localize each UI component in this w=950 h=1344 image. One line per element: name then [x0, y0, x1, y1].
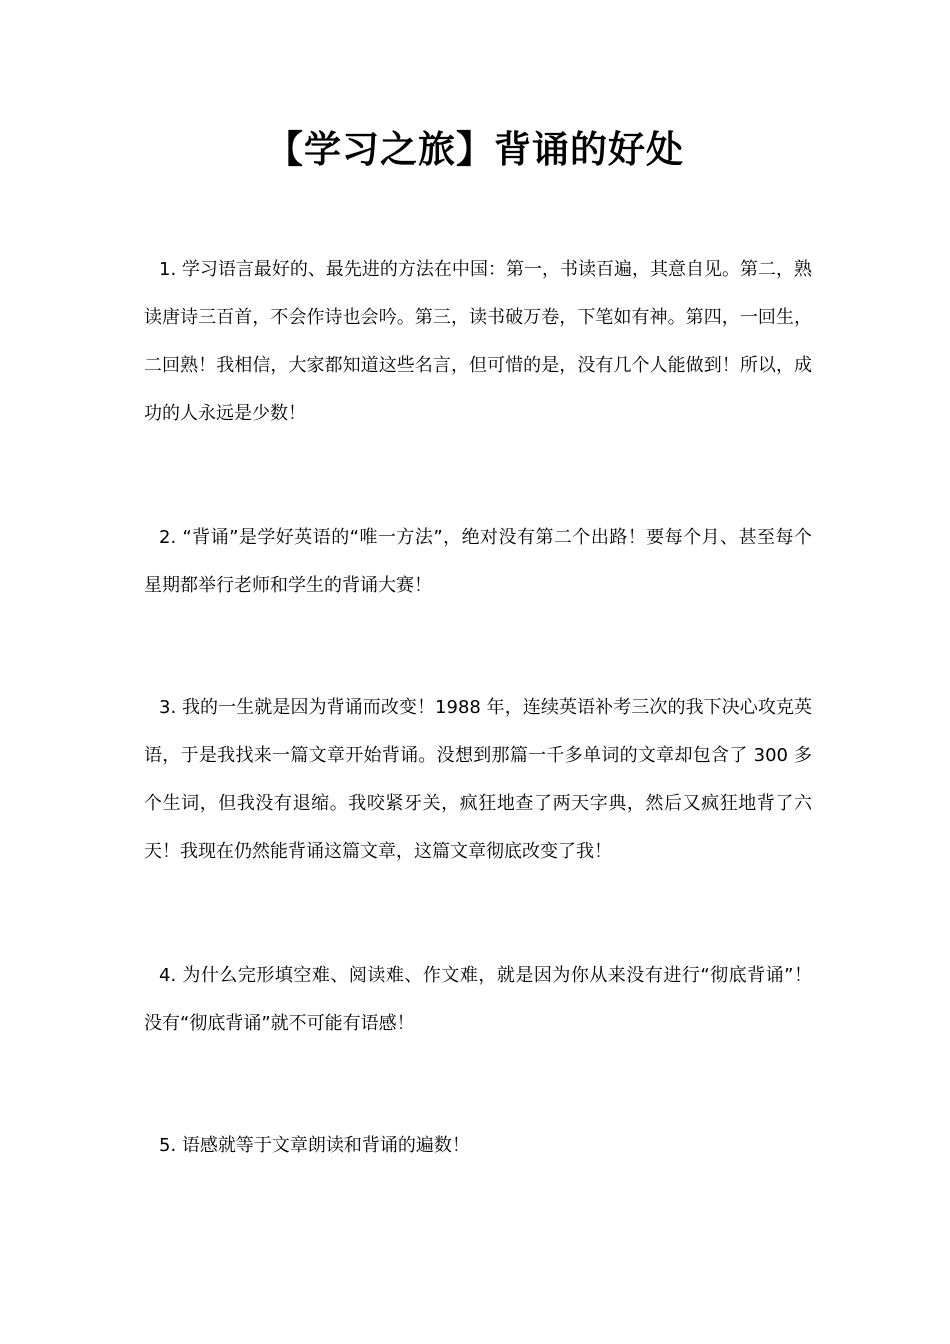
paragraph-2: 2. “背诵”是学好英语的“唯一方法”，绝对没有第二个出路！要每个月、甚至每个星期都举行老师和学生的背诵大赛！ — [144, 527, 812, 596]
document-title: 【学习之旅】背诵的好处 — [266, 128, 684, 171]
paragraph-3: 3. 我的一生就是因为背诵而改变！1988 年，连续英语补考三次的我下决心攻克英语，于是我找来一篇文章开始背诵。没想到那篇一千多单词的文章却包含了 300 多个生词，但我没有退缩。我咬紧牙关，疯狂地查了两天字典，然后又疯狂地背了六天！我现在仍然能背诵这篇文章，这篇文章彻底改变了我！ — [144, 697, 812, 862]
paragraph-4: 4. 为什么完形填空难、阅读难、作文难，就是因为你从来没有进行“彻底背诵”！没有“彻底背诵”就不可能有语感！ — [144, 965, 812, 1034]
paragraph-1: 1. 学习语言最好的、最先进的方法在中国：第一，书读百遍，其意自见。第二，熟读唐诗三百首，不会作诗也会吟。第三，读书破万卷，下笔如有神。第四，一回生，二回熟！我相信，大家都知道这些名言，但可惜的是，没有几个人能做到！所以，成功的人永远是少数！ — [144, 259, 812, 424]
paragraph-5: 5. 语感就等于文章朗读和背诵的遍数！ — [159, 1135, 470, 1156]
